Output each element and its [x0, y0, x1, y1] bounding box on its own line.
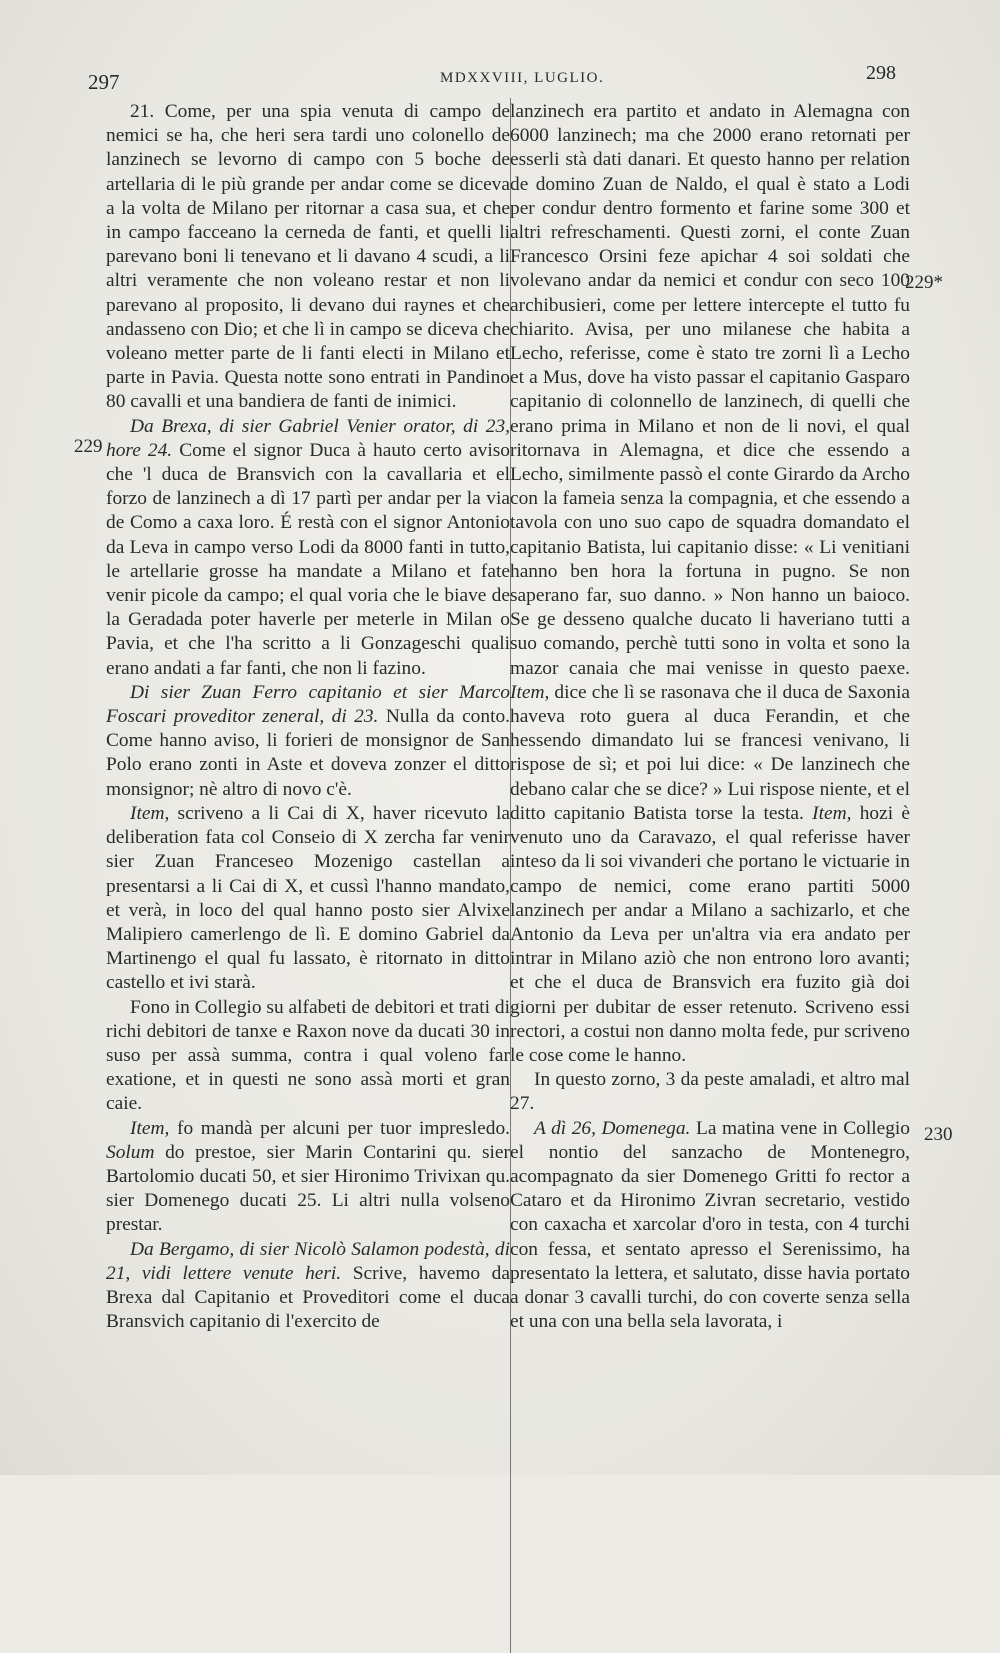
paragraph: [106, 415, 510, 681]
entry-heading: A dì 26, Domenega.: [534, 1117, 691, 1139]
entry-body: Nulla da conto. Come hanno aviso, li forieri de monsignor de San Polo erano zonti in Aste et doveva zonzer el ditto monsignor; nè altro di novo c'è.: [106, 706, 511, 800]
page-number-left: 297: [88, 70, 120, 94]
paragraph: [106, 1238, 510, 1335]
paragraph: [510, 1117, 910, 1335]
paragraph: [510, 100, 910, 1068]
paragraph: [106, 1117, 510, 1238]
margin-number-229-star: 229*: [905, 272, 943, 293]
entry-body: Scrive, havemo da Brexa dal Capitanio et Proveditori come el duca Bransvich capitanio di l'exercito de: [106, 1262, 510, 1333]
paragraph: 21. Come, per una spia venuta di campo de nemici se ha, che heri sera tardi uno colonello de lanzinech se levorno di campo con 5 boche de artellaria di le più grande per andar come se diceva a la volta de Milano per ritornar a casa sua, et che in campo facceano la cerneda de fanti, et quelli li parevano boni li tenevano et li davano 4 scudi, a li altri veramente che non voleano restar et non li parevano al proposito, li devano dui raynes et che andasseno con Dio; et che lì in campo se diceva che voleano metter parte de li fanti electi in Milano et parte in Pavia. Questa notte sono entrati in Pandino 80 cavalli et una bandiera de fanti de inimici.: [106, 101, 510, 413]
entry-heading: Item,: [130, 802, 170, 824]
entry-body: lanzinech era partito et andato in Alemagna con 6000 lanzinech; ma che 2000 erano retornati per esserli stà dati danari. Et questo hanno per relation de domino Zuan de Naldo, el qual è stato a Lodi per condur dentro formento et farine some 300 et altri refreschamenti. Questi zorni, el conte Zuan Francesco Orsini feze apichar 4 soi soldati che volevano andar da nemici et condur con seco 100 archibusieri, come per lettere intercepte el tutto fu chiarito. Avisa, per uno milanese che habita a Lecho, referisse, come è stato tre zorni lì a Lecho et a Mus, dove ha visto passar el capitanio Gasparo capitanio di colonnello de lanzinech, di quelli che erano prima in Milano et non de li novi, el qual ritornava in Alemagna, et dice che essendo a Lecho, similmente passò el conte Girardo da Archo con la fameia senza la compagnia, et che essendo a tavola con uno suo capo de squadra domandato el capitanio Batista, lui capitanio disse: « Li venitiani hanno ben hora la fortuna in pugno. Se non saperano far, suo danno. » Non hanno un baioco. Se ge desseno qualche ducato li haveriano tutti a suo comando, perchè tutti sono in volta et sono la mazor canaia che mai venisse in questo paexe.: [510, 101, 910, 679]
entry-body: hozi è venuto uno da Caravazo, el qual referisse haver inteso da li soi vivanderi che portano le victuarie in campo de nemici, come erano partiti 5000 lanzinech per andar a Milano a sachizarlo, et che Antonio da Leva per un'altra via era andato per intrar in Milano aziò che non entrono loro avanti; et che el duca de Bransvich era fuzito già doi giorni per dubitar de esser retenuto. Scriveno essi rectori, a costui non danno molta fede, pur scriveno le cose come le hanno.: [510, 802, 910, 1066]
entry-body: dice che lì se rasonava che il duca de Saxonia haveva roto guera al duca Ferandin, et che hessendo dimandato lui se francesi venivano, li rispose de sì; et poi lui dice: « De lanzinech che debano calar che se dice? » Lui rispose niente, et el ditto capitanio Batista torse la testa.: [510, 681, 910, 824]
paragraph: [106, 681, 510, 802]
entry-body: Come el signor Duca à hauto certo aviso che 'l duca de Bransvich con la cavallaria et el forzo de lanzinech a dì 17 partì per andar per la via de Como a caxa loro. É restà con el signor Antonio da Leva in campo verso Lodi da 8000 fanti in tutto, le artellarie grosse ha mandate a Milano et fate venir picole da campo; el qual voria che le biave de la Geradada poter haverle per meterle in Milan o Pavia, et che l'ha scritto a li Gonzageschi quali erano andati a far fanti, che non li fazino.: [106, 439, 510, 679]
page-header: [0, 62, 1000, 92]
entry-body: La matina vene in Collegio el nontio del sanzacho de Montenegro, acompagnato da sier Domenego Gritti fo rector a Cataro et da Hironimo Zivran secretario, vestido con caxacha et xarcolar d'oro in testa, con 4 turchi con fessa, et sentato apresso el Serenissimo, ha presentato la lettera, et salutato, disse havia portato a donar 3 cavalli turchi, do con coverte senza sella et una con una bella sela lavorata, i: [510, 1117, 910, 1333]
paragraph: [106, 802, 510, 996]
left-column: [106, 100, 510, 1334]
entry-heading: Item,: [130, 1117, 170, 1139]
entry-emphasis: Solum: [106, 1141, 155, 1163]
page-number-right: 298: [866, 62, 896, 84]
margin-number-229: 229: [74, 436, 103, 457]
entry-body: fo mandà per alcuni per tuor impresledo.: [169, 1117, 510, 1139]
entry-emphasis: Item,: [812, 802, 852, 824]
paragraph: In questo zorno, 3 da peste amaladi, et altro mal 27.: [510, 1069, 910, 1115]
entry-heading: Da Brexa, di sier Gabriel Venier orator, di 23, hore 24.: [106, 415, 510, 461]
entry-body: scriveno a li Cai di X, haver ricevuto la deliberation fata col Conseio di X zercha far venir sier Zuan Franceseo Mozenigo castellan a presentarsi a li Cai di X, et cussì l'hanno mandato, et verà, in loco del qual hanno posto sier Alvixe Malipiero camerlengo de lì. E domino Gabriel da Martinengo el qual fu lassato, è ritornato in ditto castello et ivi starà.: [106, 802, 510, 994]
entry-emphasis: Item,: [510, 681, 550, 703]
margin-number-230: 230: [924, 1124, 953, 1145]
running-head: MDXXVIII, LUGLIO.: [440, 70, 605, 86]
entry-heading: Di sier Zuan Ferro capitanio et sier Marco Foscari proveditor zeneral, di 23.: [106, 681, 510, 728]
paragraph: Fono in Collegio su alfabeti de debitori et trati di richi debitori de tanxe e Raxon nove da ducati 30 in suso per assà summa, contra i qual voleno far exatione, et in questi ne sono assà morti et gran caie.: [106, 996, 510, 1115]
right-column: [510, 100, 910, 1334]
entry-body: do prestoe, sier Marin Contarini qu. sier Bartolomio ducati 50, et sier Hironimo Trivixan qu. sier Domenego ducati 25. Li altri nulla volseno prestar.: [106, 1141, 510, 1236]
entry-heading: Da Bergamo, di sier Nicolò Salamon podestà, di 21, vidi lettere venute heri.: [106, 1238, 510, 1284]
